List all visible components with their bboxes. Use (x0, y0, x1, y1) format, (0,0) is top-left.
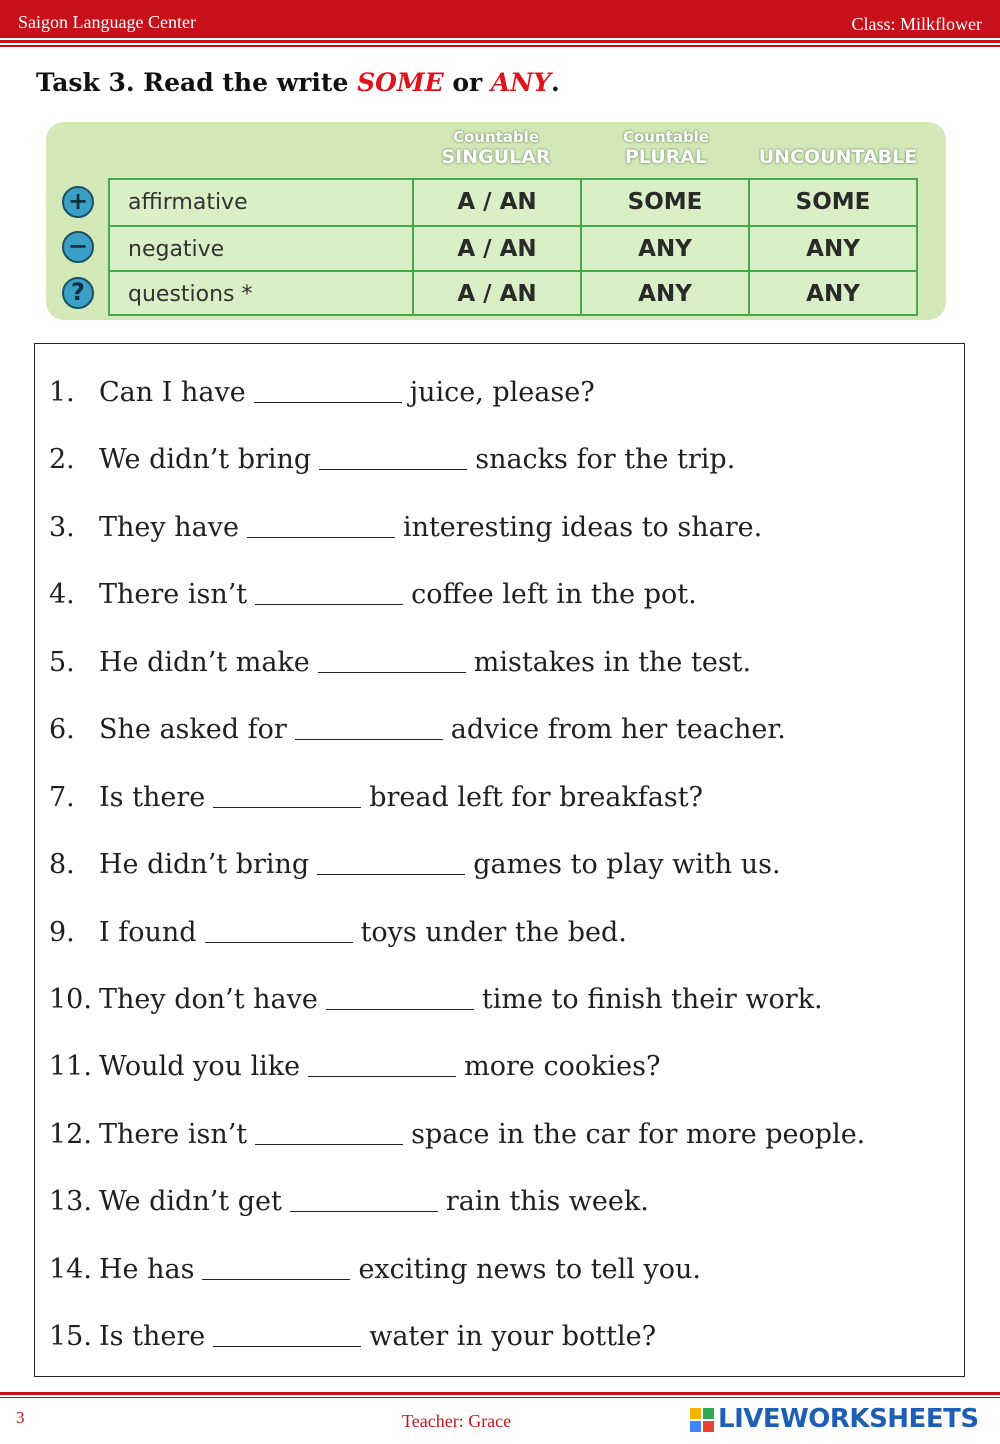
exercise-box (34, 343, 965, 1377)
table-cell: A / AN (457, 189, 537, 215)
question-item: 12. There isn’t space in the car for more people. (49, 1119, 866, 1150)
question-item: 14. He has exciting news to tell you. (49, 1254, 701, 1285)
task-title-middle: or (443, 68, 491, 97)
teacher-name: Teacher: Grace (402, 1411, 512, 1431)
answer-blank[interactable] (255, 578, 403, 605)
task-title (36, 68, 560, 97)
table-cell: ANY (638, 281, 692, 307)
question-item: 6. She asked for advice from her teacher. (49, 714, 786, 745)
answer-blank[interactable] (254, 376, 402, 403)
answer-blank[interactable] (326, 983, 474, 1010)
grammar-reference-table (46, 122, 946, 320)
column-header-plural: Countable PLURAL (622, 128, 709, 168)
task-title-suffix: . (551, 68, 560, 97)
table-cell: SOME (627, 189, 703, 215)
question-item: 2. We didn’t bring snacks for the trip. (49, 444, 736, 475)
answer-blank[interactable] (213, 1320, 361, 1347)
row-label: questions * (128, 282, 253, 307)
task-title-some: SOME (357, 68, 444, 97)
column-header-uncountable: UNCOUNTABLE (758, 146, 918, 168)
question-icon: ? (62, 277, 94, 309)
question-item: 13. We didn’t get rain this week. (49, 1186, 649, 1217)
table-cell: ANY (638, 236, 692, 262)
question-item: 10. They don’t have time to finish their work. (49, 984, 823, 1015)
footer-divider (0, 1392, 1000, 1395)
grammar-row-questions (110, 270, 916, 317)
answer-blank[interactable] (319, 443, 467, 470)
table-cell: A / AN (457, 281, 537, 307)
class-label: Class: Milkflower (851, 14, 982, 34)
table-cell: ANY (806, 281, 860, 307)
task-title-prefix: Task 3. Read the write (36, 68, 358, 97)
table-cell: A / AN (457, 236, 537, 262)
task-title-any: ANY (490, 68, 551, 97)
page-header (0, 0, 1000, 38)
question-item: 4. There isn’t coffee left in the pot. (49, 579, 697, 610)
minus-icon: − (62, 231, 94, 263)
answer-blank[interactable] (255, 1118, 403, 1145)
answer-blank[interactable] (308, 1050, 456, 1077)
school-name: Saigon Language Center (18, 12, 196, 32)
question-item: 9. I found toys under the bed. (49, 917, 627, 948)
row-label: affirmative (128, 190, 248, 215)
question-item: 3. They have interesting ideas to share. (49, 512, 763, 543)
question-item: 7. Is there bread left for breakfast? (49, 782, 704, 813)
header-divider (0, 40, 1000, 43)
row-label: negative (128, 237, 225, 262)
answer-blank[interactable] (318, 646, 466, 673)
grammar-grid (108, 178, 918, 316)
question-item: 5. He didn’t make mistakes in the test. (49, 647, 752, 678)
table-cell: ANY (806, 236, 860, 262)
answer-blank[interactable] (295, 713, 443, 740)
footer-divider-thin (0, 1397, 1000, 1398)
column-header-singular: Countable SINGULAR (441, 128, 551, 168)
question-item: 8. He didn’t bring games to play with us. (49, 849, 781, 880)
answer-blank[interactable] (205, 916, 353, 943)
grammar-row-negative (110, 225, 916, 272)
answer-blank[interactable] (247, 511, 395, 538)
grammar-row-affirmative (110, 180, 916, 225)
liveworksheets-logo-icon (690, 1408, 714, 1432)
plus-icon: + (62, 186, 94, 218)
page-number: 3 (16, 1408, 25, 1427)
answer-blank[interactable] (290, 1185, 438, 1212)
question-item: 11. Would you like more cookies? (49, 1051, 661, 1082)
answer-blank[interactable] (202, 1253, 350, 1280)
question-item: 15. Is there water in your bottle? (49, 1321, 657, 1352)
header-divider-thin (0, 45, 1000, 47)
brand-text: LIVEWORKSHEETS (718, 1404, 979, 1434)
answer-blank[interactable] (317, 848, 465, 875)
answer-blank[interactable] (213, 781, 361, 808)
question-item: 1. Can I have juice, please? (49, 377, 595, 408)
table-cell: SOME (795, 189, 871, 215)
